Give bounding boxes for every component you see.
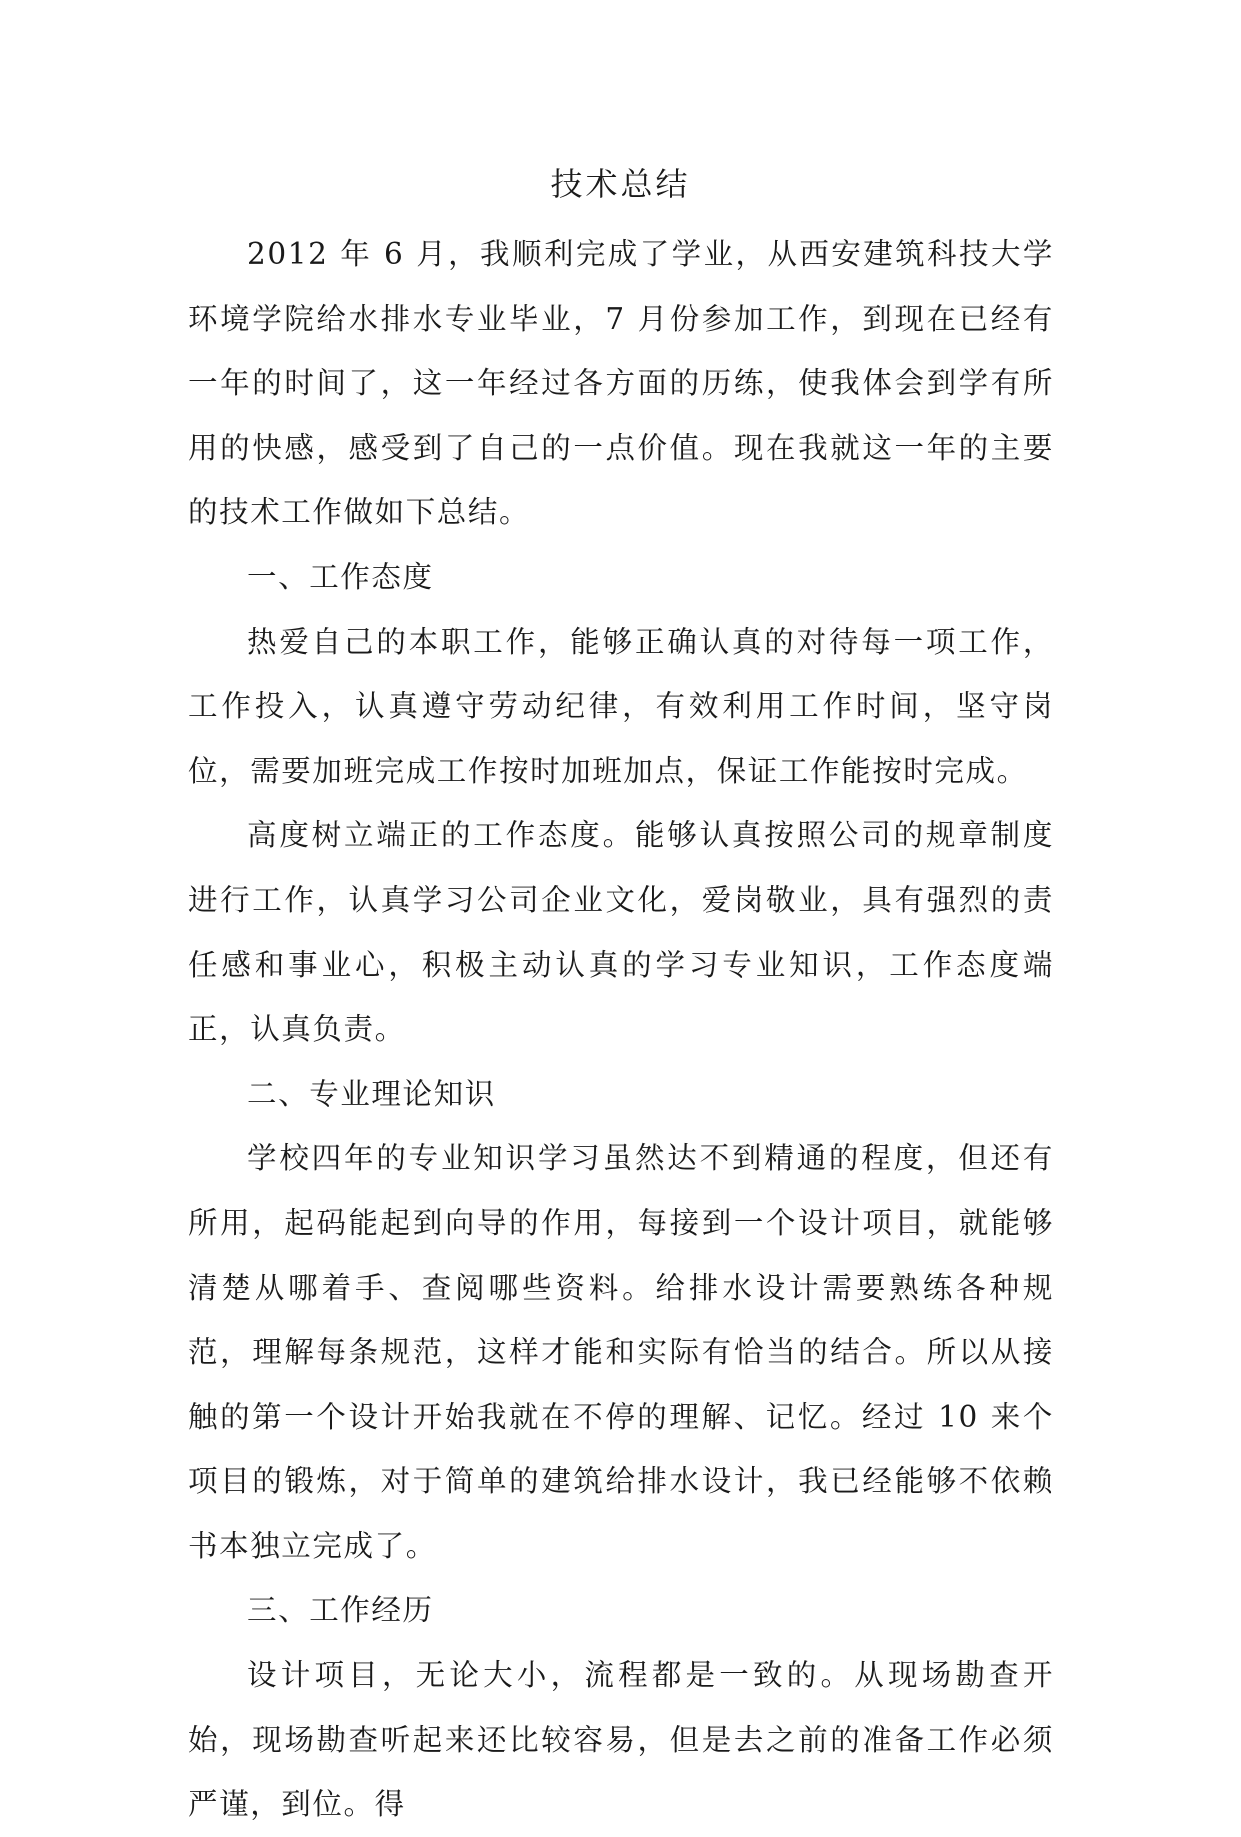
paragraph-work-attitude-2: 高度树立端正的工作态度。能够认真按照公司的规章制度进行工作，认真学习公司企业文化，爱岗敬业，具有强烈的责任感和事业心，积极主动认真的学习专业知识，工作态度端正，认真负责。	[188, 818, 1054, 1047]
document-title: 技术总结	[550, 165, 691, 203]
section-heading-work-experience: 三、工作经历	[247, 1593, 434, 1628]
section-heading-work-attitude: 一、工作态度	[247, 559, 434, 594]
paragraph-work-experience: 设计项目，无论大小，流程都是一致的。从现场勘查开始，现场勘查听起来还比较容易，但是去之前的准备工作必须严谨，到位。得	[188, 1658, 1054, 1822]
paragraph-professional-knowledge: 学校四年的专业知识学习虽然达不到精通的程度，但还有所用，起码能起到向导的作用，每接到一个设计项目，就能够清楚从哪着手、查阅哪些资料。给排水设计需要熟练各种规范，理解每条规范，这样才能和实际有恰当的结合。所以从接触的第一个设计开始我就在不停的理解、记忆。经过 10 来个项目的锻炼，对于简单的建筑给排水设计，我已经能够不依赖书本独立完成了。	[188, 1141, 1054, 1563]
paragraph-intro: 2012 年 6 月，我顺利完成了学业，从西安建筑科技大学环境学院给水排水专业毕业，7 月份参加工作，到现在已经有一年的时间了，这一年经过各方面的历练，使我体会到学有所用的快感，感受到了自己的一点价值。现在我就这一年的主要的技术工作做如下总结。	[188, 237, 1054, 530]
document-body	[188, 222, 1054, 1837]
paragraph-work-attitude-1: 热爱自己的本职工作，能够正确认真的对待每一项工作，工作投入，认真遵守劳动纪律，有效利用工作时间，坚守岗位，需要加班完成工作按时加班加点，保证工作能按时完成。	[188, 624, 1054, 788]
section-heading-professional-knowledge: 二、专业理论知识	[247, 1076, 496, 1111]
